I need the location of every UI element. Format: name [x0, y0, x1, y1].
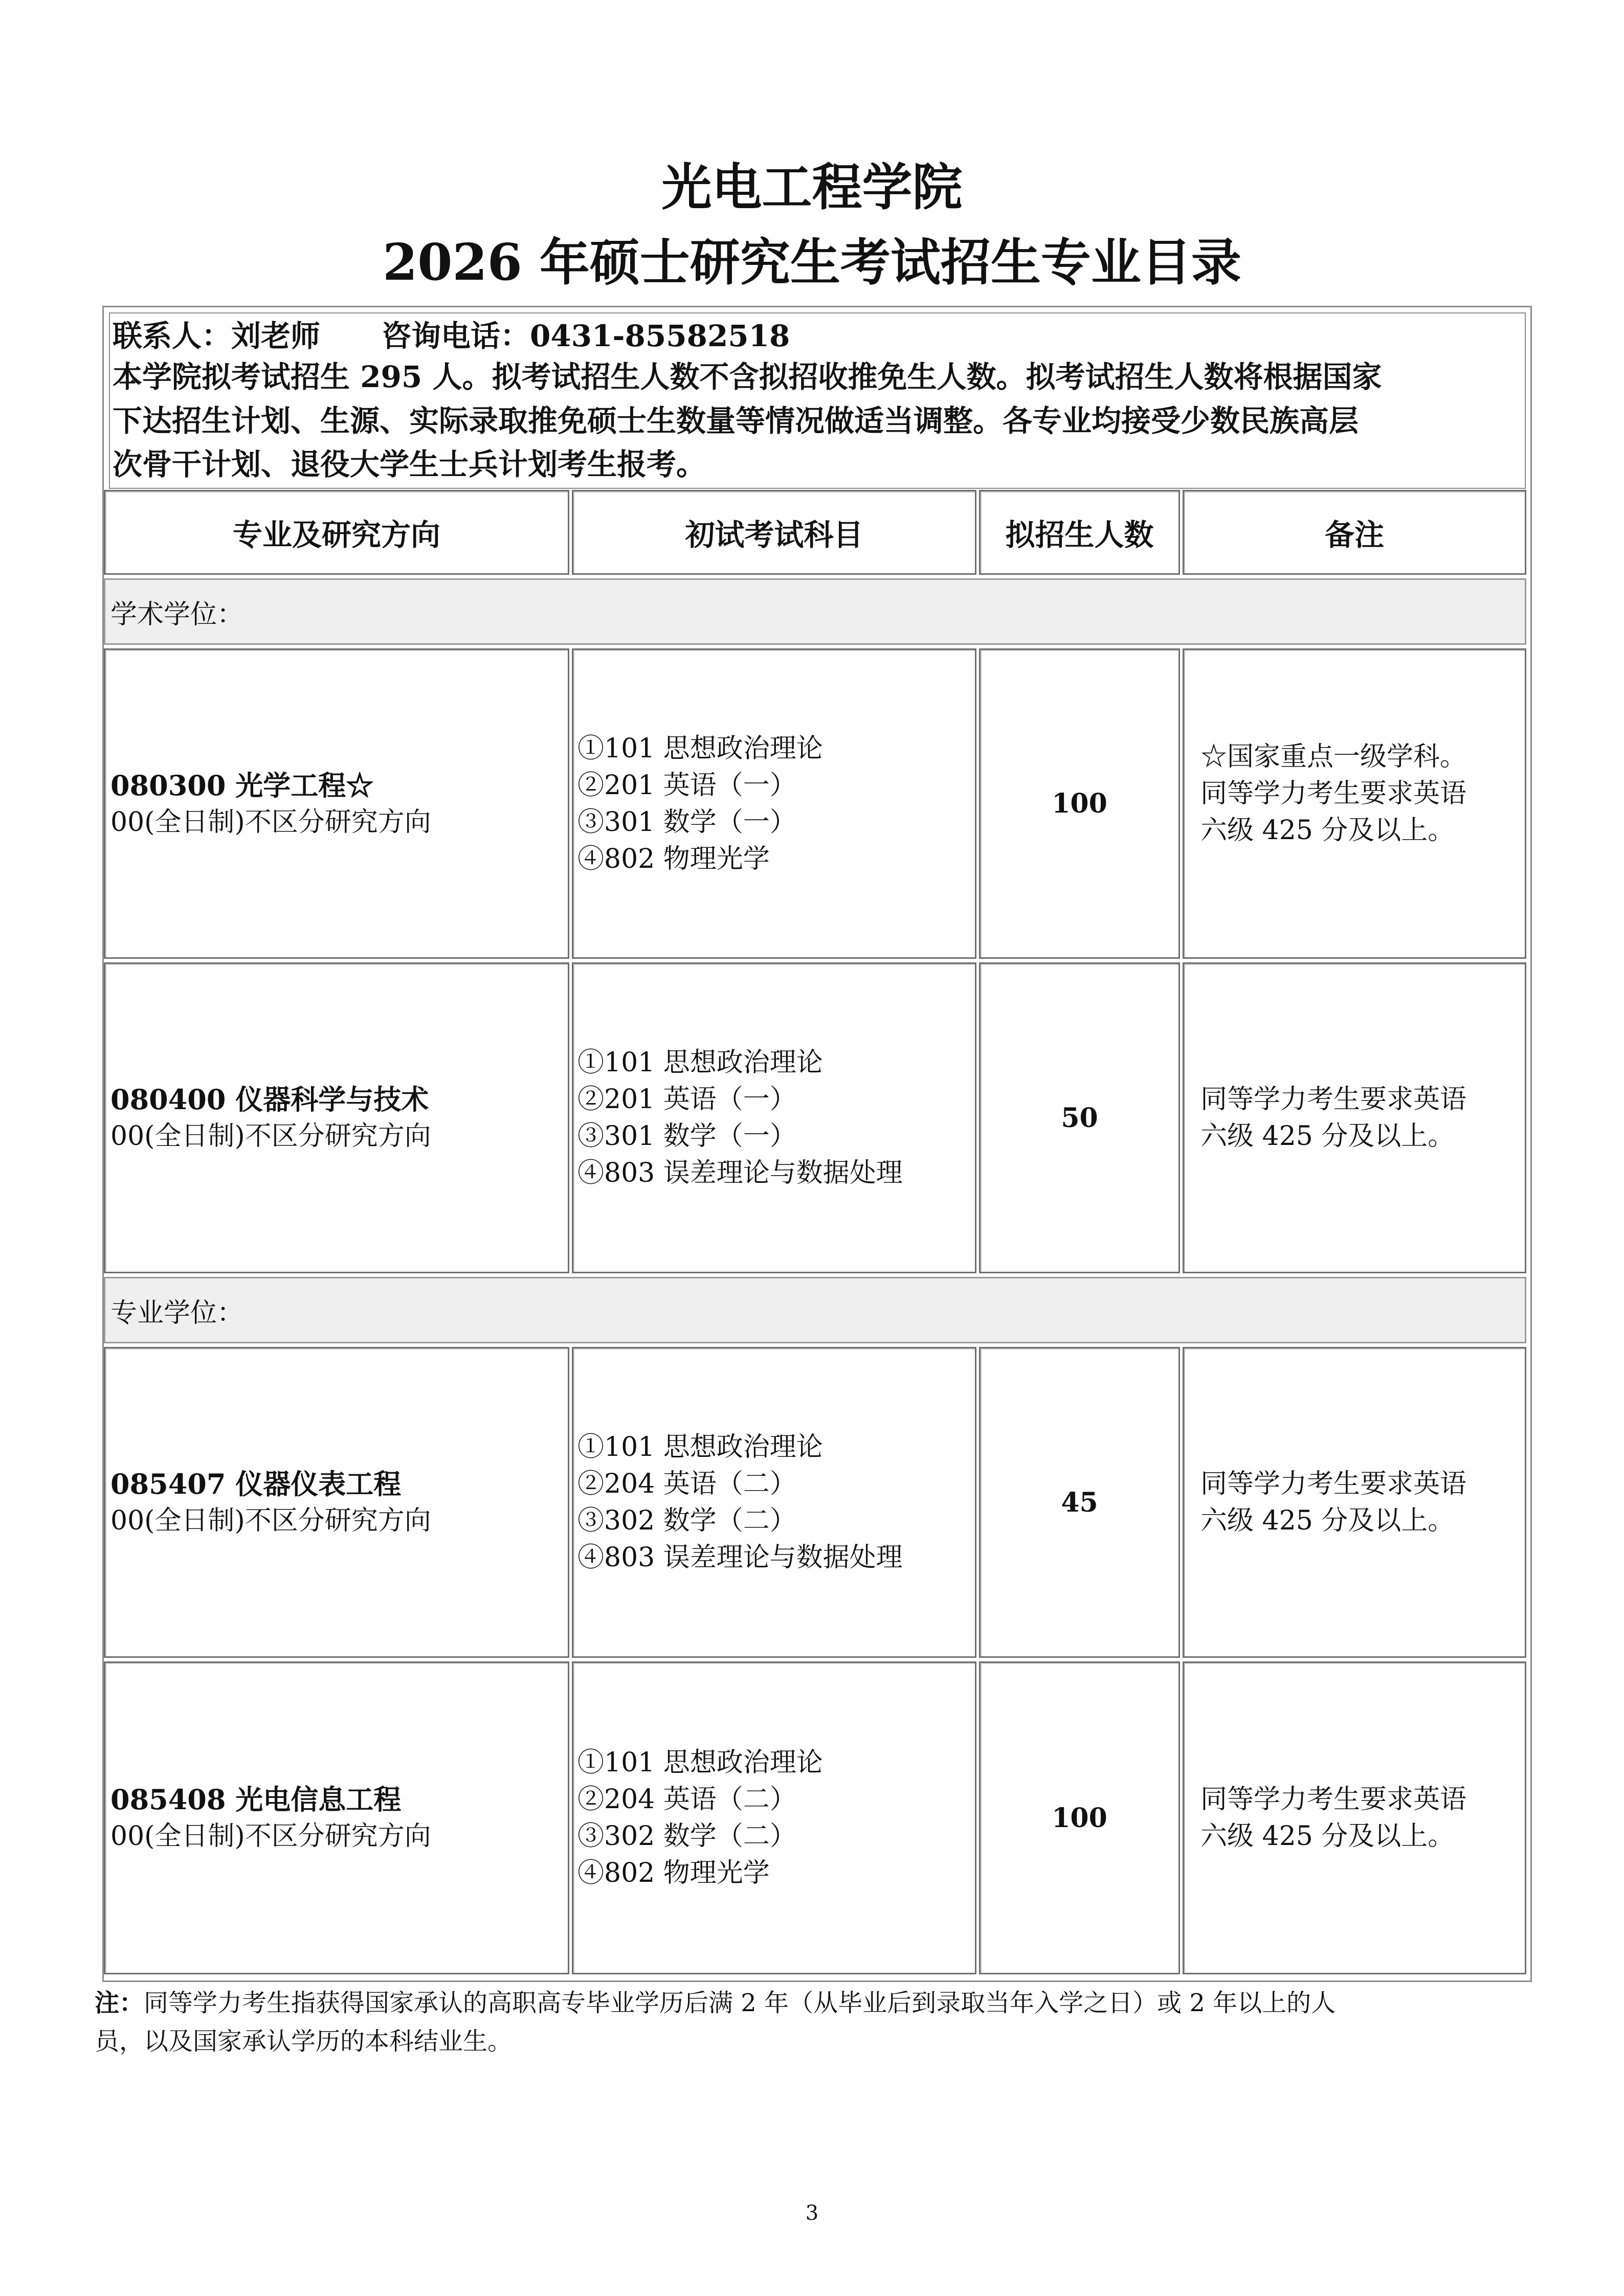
quota-value: 100: [1052, 1802, 1107, 1834]
quota-value: 45: [1061, 1487, 1098, 1518]
subject-item: ①101 思想政治理论: [577, 733, 823, 764]
subject-item: ④802 物理光学: [577, 843, 770, 874]
remark-line: 六级 425 分及以上。: [1200, 1121, 1455, 1152]
major-cell: [104, 1661, 569, 1974]
contact-phone: 咨询电话：0431-85582518: [382, 319, 790, 353]
subject-item: ②204 英语（二）: [577, 1469, 796, 1499]
major-direction: 00(全日制)不区分研究方向: [110, 1505, 431, 1536]
section-label: 专业学位：: [110, 1298, 244, 1329]
footnote-line-1: [95, 1991, 1336, 2015]
header-subjects: [572, 490, 976, 575]
remarks-cell: [1183, 1661, 1526, 1974]
major-code: 080300 光学工程☆: [110, 769, 374, 802]
subject-item: ②201 英语（一）: [577, 770, 796, 801]
remarks-cell: [1183, 648, 1526, 959]
header-remarks: [1183, 490, 1526, 575]
subjects-cell: [572, 962, 976, 1273]
remarks-cell: [1183, 962, 1526, 1273]
subject-item: ③302 数学（二）: [577, 1505, 796, 1536]
quota-cell: [979, 962, 1180, 1273]
subject-item: ①101 思想政治理论: [577, 1432, 823, 1462]
header-quota: [979, 490, 1180, 575]
enrollment-description-line-2: 下达招生计划、生源、实际录取推免硕士生数量等情况做适当调整。各专业均接受少数民族高层: [113, 403, 1359, 438]
header-quota-label: 拟招生人数: [1005, 517, 1154, 552]
document-subtitle: 2026 年硕士研究生考试招生专业目录: [383, 233, 1241, 292]
major-code: 085408 光电信息工程: [110, 1783, 402, 1816]
section-label: 学术学位：: [110, 599, 244, 630]
subject-item: ③302 数学（二）: [577, 1821, 796, 1852]
quota-value: 100: [1052, 788, 1107, 819]
enrollment-description-line-3: 次骨干计划、退役大学生士兵计划考生报考。: [113, 447, 706, 482]
quota-cell: [979, 648, 1180, 959]
remark-line: 同等学力考生要求英语: [1200, 1084, 1467, 1115]
remark-line: 六级 425 分及以上。: [1200, 815, 1455, 846]
subject-item: ①101 思想政治理论: [577, 1047, 823, 1078]
quota-value: 50: [1061, 1102, 1098, 1134]
major-cell: [104, 1347, 569, 1658]
subject-item: ③301 数学（一）: [577, 806, 796, 838]
header-remarks-label: 备注: [1324, 517, 1384, 552]
major-direction: 00(全日制)不区分研究方向: [110, 806, 431, 838]
major-direction: 00(全日制)不区分研究方向: [110, 1821, 431, 1852]
major-direction: 00(全日制)不区分研究方向: [110, 1121, 431, 1152]
major-cell: [104, 648, 569, 959]
header-subjects-label: 初试考试科目: [685, 517, 863, 552]
section-academic: [104, 578, 1526, 645]
subject-item: ②204 英语（二）: [577, 1784, 796, 1815]
major-code: 085407 仪器仪表工程: [110, 1468, 402, 1500]
section-professional: [104, 1277, 1526, 1343]
subjects-cell: [572, 1347, 976, 1658]
subject-item: ②201 英语（一）: [577, 1084, 796, 1115]
enrollment-description-line-1: 本学院拟考试招生 295 人。拟考试招生人数不含拟招收推免生人数。拟考试招生人数将根据国家: [113, 359, 1382, 394]
subject-item: ③301 数学（一）: [577, 1121, 796, 1152]
remark-line: 六级 425 分及以上。: [1200, 1505, 1455, 1536]
remark-line: 同等学力考生要求英语: [1200, 778, 1467, 809]
contact-line: [113, 321, 790, 351]
subject-item: ④803 误差理论与数据处理: [577, 1158, 903, 1188]
header-major-label: 专业及研究方向: [232, 517, 440, 552]
contact-person: 联系人：刘老师: [113, 319, 321, 353]
footnote-line-2: 员，以及国家承认学历的本科结业生。: [95, 2027, 513, 2056]
subject-item: ④803 误差理论与数据处理: [577, 1542, 903, 1573]
remark-line: ☆国家重点一级学科。: [1200, 741, 1467, 772]
document-title: 光电工程学院: [661, 158, 963, 217]
subject-item: ④802 物理光学: [577, 1858, 770, 1888]
remark-line: 同等学力考生要求英语: [1200, 1784, 1467, 1815]
remarks-cell: [1183, 1347, 1526, 1658]
subjects-cell: [572, 1661, 976, 1974]
major-cell: [104, 962, 569, 1273]
remark-line: 六级 425 分及以上。: [1200, 1821, 1455, 1852]
major-code: 080400 仪器科学与技术: [110, 1083, 429, 1116]
subject-item: ①101 思想政治理论: [577, 1747, 823, 1778]
quota-cell: [979, 1661, 1180, 1974]
page-number: 3: [805, 2201, 819, 2225]
remark-line: 同等学力考生要求英语: [1200, 1469, 1467, 1499]
footnote-label: 注：: [95, 1989, 144, 2017]
subjects-cell: [572, 648, 976, 959]
header-major: [104, 490, 569, 575]
footnote-text: 同等学力考生指获得国家承认的高职高专毕业学历后满 2 年（从毕业后到录取当年入学之日）或 2 年以上的人: [144, 1989, 1336, 2017]
quota-cell: [979, 1347, 1180, 1658]
